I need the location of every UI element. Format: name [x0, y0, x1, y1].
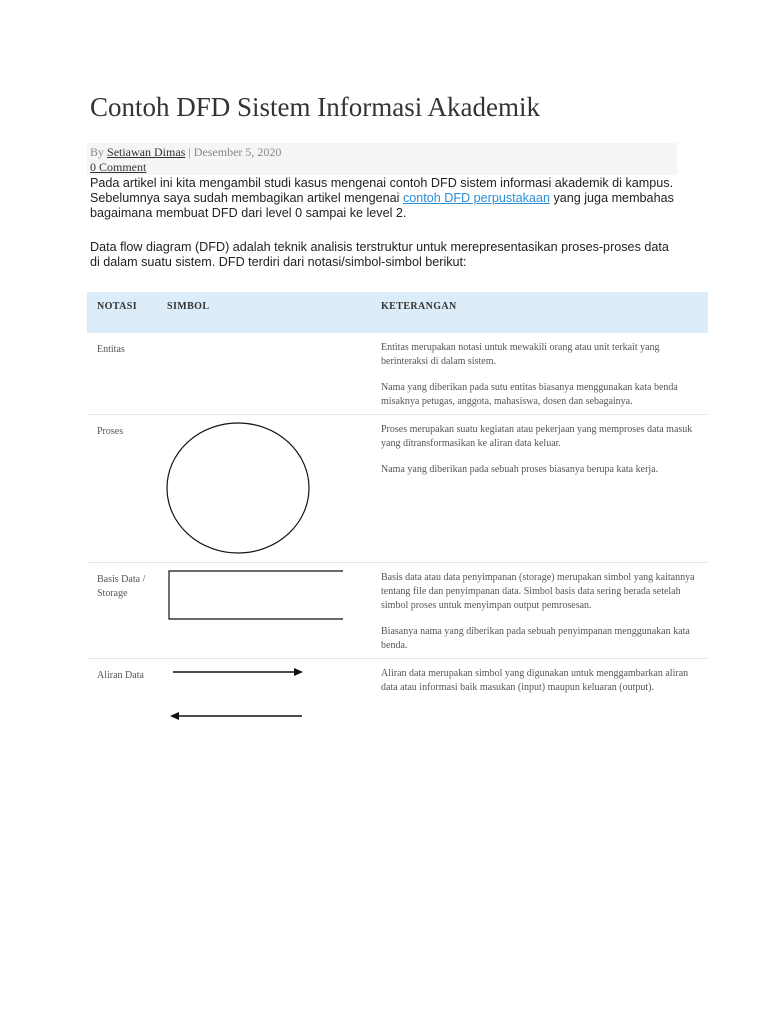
keterangan-paragraph: Aliran data merupakan simbol yang digunakan untuk menggambarkan aliran data atau informasi baik masukan (input) maupun keluaran (output). — [381, 668, 689, 693]
dfd-definition-paragraph: Data flow diagram (DFD) adalah teknik analisis terstruktur untuk merepresentasikan proses-proses data di dalam suatu sistem. DFD terdiri dari notasi/simbol-simbol berikut: — [90, 240, 669, 269]
intro-paragraph — [90, 176, 680, 221]
header-keterangan: KETERANGAN — [381, 301, 457, 312]
row-keterangan — [381, 667, 701, 707]
by-label: By — [90, 145, 105, 159]
storage-shape — [169, 571, 343, 619]
post-date: Desember 5, 2020 — [193, 145, 282, 159]
row-keterangan — [381, 423, 701, 489]
row-notasi: Proses — [97, 426, 124, 437]
table-row — [87, 563, 708, 659]
data-flow-arrows-symbol — [167, 663, 307, 725]
row-keterangan — [381, 341, 701, 421]
dfd-perpustakaan-link[interactable]: contoh DFD perpustakaan — [402, 191, 550, 205]
keterangan-paragraph: Proses merupakan suatu kegiatan atau pekerjaan yang memproses data masuk yang ditransformasikan ke aliran data keluar. — [381, 424, 693, 449]
row-keterangan — [381, 571, 701, 665]
process-circle-symbol — [165, 421, 315, 557]
notation-table — [87, 292, 708, 729]
storage-open-rectangle-symbol — [167, 569, 345, 623]
keterangan-paragraph: Nama yang diberikan pada sutu entitas biasanya menggunakan kata benda misaknya petugas, anggota, mahasiswa, dosen dan sebagainya. — [381, 382, 678, 407]
row-notasi: Entitas — [97, 344, 125, 355]
header-simbol: SIMBOL — [167, 301, 210, 312]
post-meta — [87, 143, 677, 175]
keterangan-paragraph: Entitas merupakan notasi untuk mewakili orang atau unit terkait yang berinteraksi di dalam sistem. — [381, 342, 660, 367]
intro-text-before: Pada artikel ini kita mengambil studi kasus mengenai contoh DFD sistem informasi akademik di kampus. Sebelumnya saya sudah membagikan artikel mengenai — [90, 176, 674, 205]
meta-separator: | — [188, 145, 191, 159]
table-row — [87, 415, 708, 563]
intro-text-after: yang juga membahas bagaimana membuat DFD dari level 0 sampai ke level 2. — [90, 191, 674, 220]
arrow-right-icon — [294, 668, 303, 676]
comments-link[interactable]: 0 Comment — [90, 160, 147, 174]
keterangan-paragraph: Nama yang diberikan pada sebuah proses biasanya berupa kata kerja. — [381, 464, 659, 475]
keterangan-paragraph: Biasanya nama yang diberikan pada sebuah penyimpanan menggunakan kata benda. — [381, 626, 690, 651]
process-circle-shape — [167, 423, 309, 553]
table-header — [87, 292, 708, 333]
row-notasi: Basis Data / Storage — [97, 574, 146, 599]
row-notasi: Aliran Data — [97, 670, 144, 681]
keterangan-paragraph: Basis data atau data penyimpanan (storage) merupakan simbol yang kaitannya tentang file dan penyimpanan data. Simbol basis data sering berada setelah simbol proses untuk menyimpan output pemrosesan. — [381, 572, 695, 611]
header-notasi: NOTASI — [97, 301, 138, 312]
author-link[interactable]: Setiawan Dimas — [107, 145, 186, 159]
arrow-left-icon — [170, 712, 179, 720]
table-row — [87, 333, 708, 415]
article-title: Contoh DFD Sistem Informasi Akademik — [90, 92, 540, 122]
table-row — [87, 659, 708, 729]
